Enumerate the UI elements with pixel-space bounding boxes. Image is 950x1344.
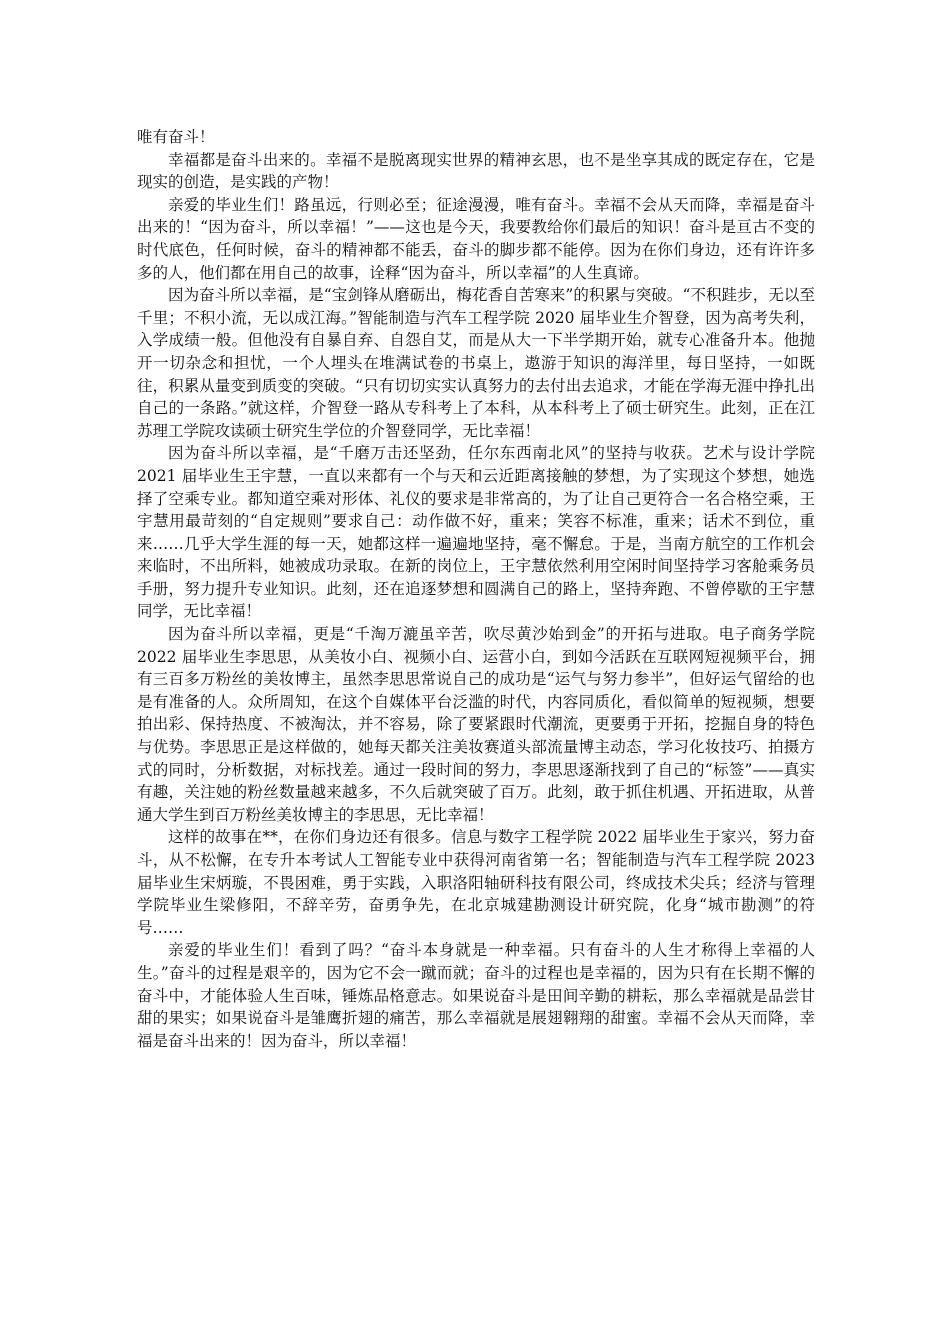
paragraph-story-persistence: 因为奋斗所以幸福，是“千磨万击还坚劲，任尔东西南北风”的坚持与收获。艺术与设计学院 2021 届毕业生王宇慧，一直以来都有一个与天和云近距离接触的梦想，为了实现这个梦想，她选择了空乘专业。都知道空乘对形体、礼仪的要求是非常高的，为了让自己更符合一名合格空乘，王宇慧用最苛刻的“自定规则”要求自己：动作做不好，重来；笑容不标准，重来；话术不到位，重来……几乎大学生涯的每一天，她都这样一遍遍地坚持，毫不懈怠。于是，当南方航空的工作机会来临时，不出所料，她被成功录取。在新的岗位上，王宇慧依然利用空闲时间坚持学习客舱乘务员手册，努力提升专业知识。此刻，还在追逐梦想和圆满自己的路上，坚持奔跑、不曾停歇的王宇慧同学，无比幸福！ [137,444,815,621]
paragraph-opening-line: 唯有奋斗！ [137,128,215,146]
paragraph-happiness-definition: 幸福都是奋斗出来的。幸福不是脱离现实世界的精神玄思，也不是坐享其成的既定存在，它是现实的创造，是实践的产物！ [137,150,815,192]
paragraph-story-accumulation: 因为奋斗所以幸福，是“宝剑锋从磨砺出，梅花香自苦寒来”的积累与突破。“不积跬步，无以至千里；不积小流，无以成江海。”智能制造与汽车工程学院 2020 届毕业生介智登，因为高考失利，入学成绩一般。但他没有自暴自弃、自怨自艾，而是从大一下半学期开始，就专心准备升本。他抛开一切杂念和担忧，一个人埋头在堆满试卷的书桌上，遨游于知识的海洋里，每日坚持，一如既往，积累从量变到质变的突破。“只有切切实实认真努力的去付出去追求，才能在学海无涯中挣扎出自己的一条路。”就这样，介智登一路从专科考上了本科，从本科考上了硕士研究生。此刻，正在江苏理工学院攻读硕士研究生学位的介智登同学，无比幸福！ [137,286,815,440]
paragraph-address-graduates: 亲爱的毕业生们！路虽远，行则必至；征途漫漫，唯有奋斗。幸福不会从天而降，幸福是奋斗出来的！“因为奋斗，所以幸福！”——这也是今天，我要教给你们最后的知识！奋斗是亘古不变的时代底色，任何时候，奋斗的精神都不能丢，奋斗的脚步都不能停。因为在你们身边，还有许许多多的人，他们都在用自己的故事，诠释“因为奋斗，所以幸福”的人生真谛。 [137,195,815,282]
paragraph-more-stories: 这样的故事在**，在你们身边还有很多。信息与数字工程学院 2022 届毕业生于家兴，努力奋斗，从不松懈，在专升本考试人工智能专业中获得河南省第一名；智能制造与汽车工程学院 2023 届毕业生宋炳璇，不畏困难，勇于实践，入职洛阳轴研科技有限公司，终成技术尖兵；经济与管理学院毕业生梁修阳，不辞辛劳，奋勇争先，在北京城建勘测设计研究院，化身“城市勘测”的符号…… [137,828,815,937]
paragraph-conclusion: 亲爱的毕业生们！看到了吗？“奋斗本身就是一种幸福。只有奋斗的人生才称得上幸福的人生。”奋斗的过程是艰辛的，因为它不会一蹴而就；奋斗的过程也是幸福的，因为只有在长期不懈的奋斗中，才能体验人生百味，锤炼品格意志。如果说奋斗是田间辛勤的耕耘，那么幸福就是品尝甘甜的果实；如果说奋斗是雏鹰折翅的痛苦，那么幸福就是展翅翱翔的甜蜜。幸福不会从天而降，幸福是奋斗出来的！因为奋斗，所以幸福！ [137,941,815,1050]
document-body [137,126,815,1052]
paragraph-story-pioneering: 因为奋斗所以幸福，更是“千淘万漉虽辛苦，吹尽黄沙始到金”的开拓与进取。电子商务学院 2022 届毕业生李思思，从美妆小白、视频小白、运营小白，到如今活跃在互联网短视频平台，拥有三百多万粉丝的美妆博主，虽然李思思常说自己的成功是“运气与努力参半”，但好运气留给的也是有准备的人。众所周知，在这个自媒体平台泛滥的时代，内容同质化，看似简单的短视频，想要拍出彩、保持热度、不被淘汰，并不容易，除了要紧跟时代潮流，更要勇于开拓，挖掘自身的特色与优势。李思思正是这样做的，她每天都关注美妆赛道头部流量博主动态，学习化妆技巧、拍摄方式的同时，分析数据，对标找差。通过一段时间的努力，李思思逐渐找到了自己的“标签”——真实有趣，关注她的粉丝数量越来越多，不久后就突破了百万。此刻，敢于抓住机遇、开拓进取，从普通大学生到百万粉丝美妆博主的李思思，无比幸福！ [137,625,815,824]
